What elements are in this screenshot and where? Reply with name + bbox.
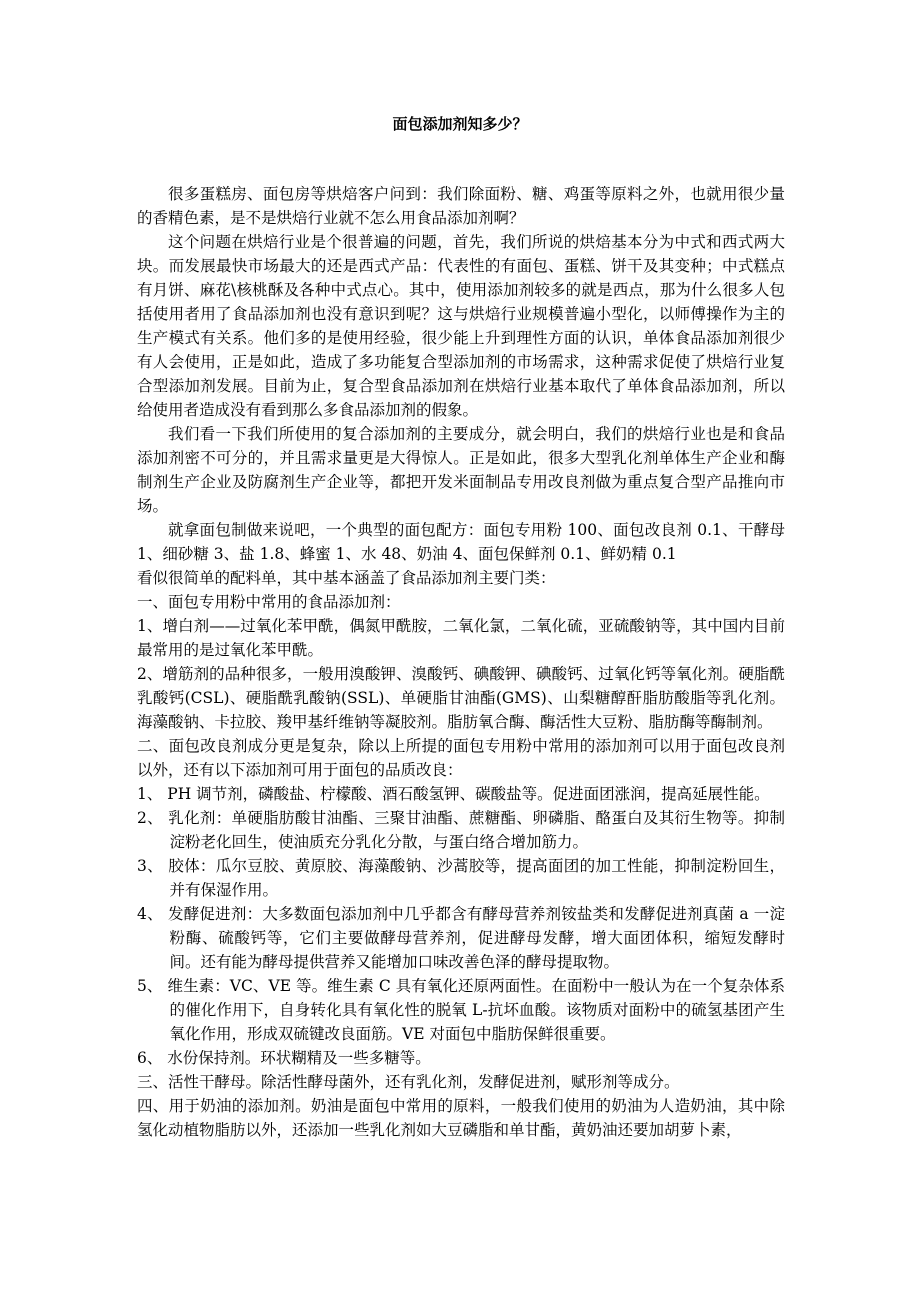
section-heading-2: 二、面包改良剂成分更是复杂，除以上所提的面包专用粉中常用的添加剂可以用于面包改良剂以外，还有以下添加剂可用于面包的品质改良：: [137, 737, 785, 779]
body-paragraph: 很多蛋糕房、面包房等烘焙客户问到：我们除面粉、糖、鸡蛋等原料之外，也就用很少量的香精色素，是不是烘焙行业就不怎么用食品添加剂啊？: [137, 185, 785, 227]
section2-item: 1、 PH 调节剂，磷酸盐、柠檬酸、酒石酸氢钾、碳酸盐等。促进面团涨润，提高延展性能。: [137, 785, 770, 803]
section2-item: 3、 胶体：瓜尔豆胶、黄原胶、海藻酸钠、沙蒿胶等，提高面团的加工性能，抑制淀粉回生，并有保湿作用。: [137, 857, 785, 899]
section1-item: 1、增白剂——过氧化苯甲酰，偶氮甲酰胺，二氧化氯，二氧化硫，亚硫酸钠等，其中国内目前最常用的是过氧化苯甲酰。: [137, 617, 785, 659]
section2-item: 4、 发酵促进剂：大多数面包添加剂中几乎都含有酵母营养剂铵盐类和发酵促进剂真菌 a 一淀粉酶、硫酸钙等，它们主要做酵母营养剂，促进酵母发酵，增大面团体积，缩短发酵时间。还有能为酵母提供营养又能增加口味改善色泽的酵母提取物。: [137, 905, 785, 971]
document-title: 面包添加剂知多少？: [392, 115, 528, 133]
body-paragraph: 我们看一下我们所使用的复合添加剂的主要成分，就会明白，我们的烘焙行业也是和食品添加剂密不可分的，并且需求量更是大得惊人。正是如此，很多大型乳化剂单体生产企业和酶制剂生产企业及防腐剂生产企业等，都把开发米面制品专用改良剂做为重点复合型产品推向市场。: [137, 425, 785, 515]
body-paragraph: 这个问题在烘焙行业是个很普遍的问题，首先，我们所说的烘焙基本分为中式和西式两大块。而发展最快市场最大的还是西式产品：代表性的有面包、蛋糕、饼干及其变种；中式糕点有月饼、麻花\核桃酥及各种中式点心。其中，使用添加剂较多的就是西点，那为什么很多人包括使用者用了食品添加剂也没有意识到呢？这与烘焙行业规模普遍小型化，以师傅操作为主的生产模式有关系。他们多的是使用经验，很少能上升到理性方面的认识，单体食品添加剂很少有人会使用，正是如此，造成了多功能复合型添加剂的市场需求，这种需求促使了烘焙行业复合型添加剂发展。目前为止，复合型食品添加剂在烘焙行业基本取代了单体食品添加剂，所以给使用者造成没有看到那么多食品添加剂的假象。: [137, 233, 785, 419]
section2-item: 2、 乳化剂：单硬脂肪酸甘油酯、三聚甘油酯、蔗糖酯、卵磷脂、酪蛋白及其衍生物等。抑制淀粉老化回生，使油质充分乳化分散，与蛋白络合增加筋力。: [137, 809, 785, 851]
section2-item: 5、 维生素：VC、VE 等。维生素 C 具有氧化还原两面性。在面粉中一般认为在一个复杂体系的催化作用下，自身转化具有氧化性的脱氧 L-抗坏血酸。该物质对面粉中的硫氢基团产生氧化作用，形成双硫键改良面筋。VE 对面包中脂肪保鲜很重要。: [137, 977, 785, 1043]
section-heading-1: 一、面包专用粉中常用的食品添加剂：: [137, 593, 401, 611]
document-body: [137, 182, 785, 1142]
section-heading-4: 四、用于奶油的添加剂。奶油是面包中常用的原料，一般我们使用的奶油为人造奶油，其中除氢化动植物脂肪以外，还添加一些乳化剂如大豆磷脂和单甘酯，黄奶油还要加胡萝卜素，: [137, 1097, 785, 1139]
section-heading-3: 三、活性干酵母。除活性酵母菌外，还有乳化剂，发酵促进剂，赋形剂等成分。: [137, 1073, 680, 1091]
lead-line: 看似很简单的配料单，其中基本涵盖了食品添加剂主要门类：: [137, 569, 556, 587]
section2-item: 6、 水份保持剂。环状糊精及一些多糖等。: [137, 1049, 431, 1067]
body-paragraph: 就拿面包制做来说吧，一个典型的面包配方：面包专用粉 100、面包改良剂 0.1、干酵母 1、细砂糖 3、盐 1.8、蜂蜜 1、水 48、奶油 4、面包保鲜剂 0.1、鲜奶精 0.1: [137, 521, 785, 563]
section1-item: 2、增筋剂的品种很多，一般用溴酸钾、溴酸钙、碘酸钾、碘酸钙、过氧化钙等氧化剂。硬脂酰乳酸钙(CSL)、硬脂酰乳酸钠(SSL)、单硬脂甘油酯(GMS)、山梨糖醇酐脂肪酸脂等乳化剂。海藻酸钠、卡拉胶、羧甲基纤维钠等凝胶剂。脂肪氧合酶、酶活性大豆粉、脂肪酶等酶制剂。: [137, 665, 785, 731]
